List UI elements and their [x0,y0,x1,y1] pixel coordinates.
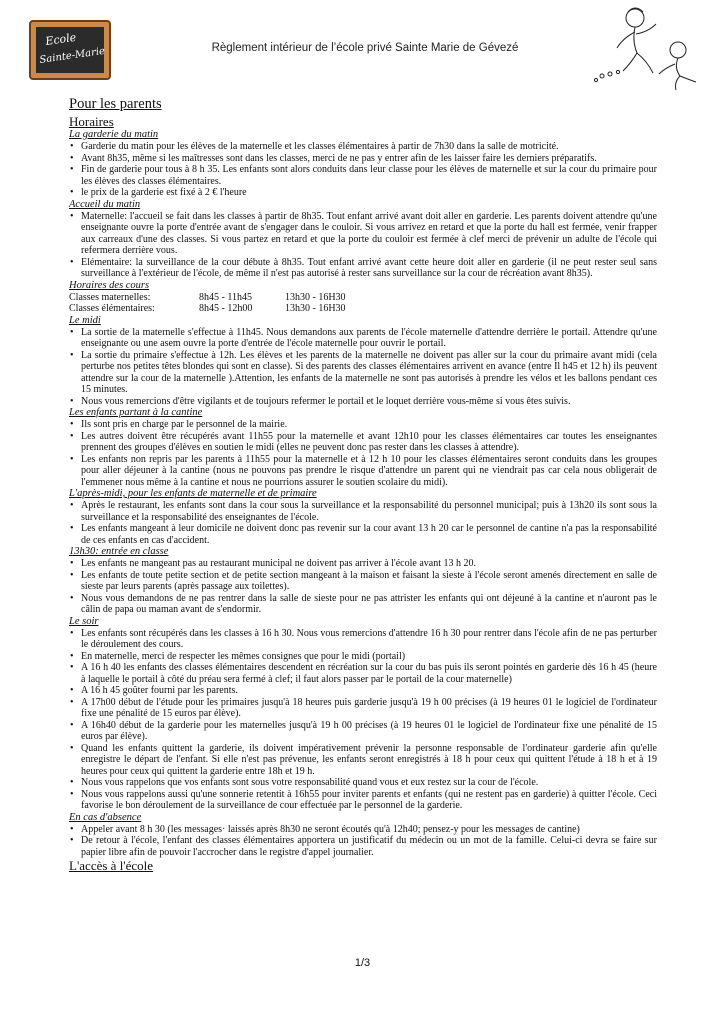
page-number: 1/3 [354,957,371,969]
logo-text-line1: Ecole [44,30,77,48]
accueil-matin-title: Accueil du matin [69,198,141,210]
apres-midi-list [69,500,657,546]
soir-title: Le soir [69,615,99,627]
list-item: • Les enfants non repris par les parents à 11h55 pour la maternelle et à 12 h 10 pour les classes élémentaires seront conduits dans les groupes pour aller déjeuner à la cantine (nous ne pouvons pas prendre le risque d'attendre un parent qui ne viendrait pas car cela nous obligerait de l'emmener nous même à la cantine et nous ne pourrions assurer le soutien scolaire du midi). [69,454,657,489]
horaires-cours-table [69,292,657,315]
horaires-label: Classes maternelles: [69,291,151,303]
list-item: • le prix de la garderie est fixé à 2 € l'heure [69,187,657,199]
list-item: • Maternelle: l'accueil se fait dans les classes à partir de 8h35. Tout enfant arrivé avant doit aller en garderie. Les parents doivent attendre qu'une enseignante ouvre la porte d'entrée avant de s'engager dans le couloir. Si vous arrivez en retard et que la porte du hall est fermée, venir frapper aux carreaux d'une des classes. Si vous partez en retard et que la porte du couloir est fermée à clef merci de prévenir un adulte de l'école qui refermera derrière vous. [69,211,657,257]
list-item: • Avant 8h35, même si les maîtresses sont dans les classes, merci de ne pas y entrer afin de les laisser faire les derniers préparatifs. [69,153,657,165]
list-item: • A 17h00 début de l'étude pour les primaires jusqu'à 18 heures puis garderie jusqu'à 19 h 00 précises (à 19 heures 01 le logiciel de l'ordinateur fixe une pénalité de 15 euros par élève). [69,697,657,720]
list-item: • Appeler avant 8 h 30 (les messages· laissés après 8h30 ne seront écoutés qu'à 12h40; pensez-y pour les messages de cantine) [69,824,657,836]
horaires-label: Classes élémentaires: [69,303,155,314]
horaires-cours-title: Horaires des cours [69,279,150,291]
horaires-aprem: 13h30 - 16H30 [285,291,346,303]
midi-list [69,327,657,408]
children-playing-illustration [590,2,700,92]
document-body [69,96,657,873]
list-item: • A 16 h 40 les enfants des classes élémentaires descendent en récréation sur la cour du bas puis ils seront pointés en garderie dès 16 h 45 (heure à laquelle le portail à côté du préau sera fermé à clef; il faut alors passer par le portail de la cour maternelle) [69,662,657,685]
horaires-aprem: 13h30 - 16H30 [285,303,346,314]
subsection-title-acces: L'accès à l'école [69,858,154,873]
soir-list [69,628,657,812]
school-logo [28,17,112,83]
entree-classe-title: 13h30: entrée en classe [69,546,169,557]
cantine-title: Les enfants partant à la cantine [69,407,203,418]
list-item: • Garderie du matin pour les élèves de la maternelle et les classes élémentaires à partir de 7h30 dans la salle de motricité. [69,141,657,153]
garderie-matin-title: La garderie du matin [69,129,159,140]
list-item: • En maternelle, merci de respecter les mêmes consignes que pour le midi (portail) [69,651,657,663]
garderie-matin-list [69,141,657,199]
entree-classe-list [69,558,657,616]
list-item: • Les enfants ne mangeant pas au restaurant municipal ne doivent pas arriver à l'école avant 13 h 20. [69,558,657,570]
list-item: • De retour à l'école, l'enfant des classes élémentaires apportera un justificatif du médecin ou un mot de la famille. Celui-ci devra se faire sur papier libre afin de pouvoir l'accrocher dans le registre d'appel journalier. [69,835,657,858]
list-item: • Ils sont pris en charge par le personnel de la mairie. [69,419,657,431]
accueil-matin-list [69,211,657,280]
apres-midi-title: L'après-midi, pour les enfants de maternelle et de primaire [69,488,317,499]
list-item: • A 16 h 45 goûter fourni par les parents. [69,685,657,697]
list-item: • Les enfants sont récupérés dans les classes à 16 h 30. Nous vous remercions d'attendre 16 h 30 pour rentrer dans l'école afin de ne pas perturber le déroulement des cours. [69,628,657,651]
list-item: • Nous vous rappelons que vos enfants sont sous votre responsabilité quand vous et eux restez sur la cour de l'école. [69,777,657,789]
list-item: • La sortie de la maternelle s'effectue à 11h45. Nous demandons aux parents de l'école maternelle d'attendre derrière le portail. Attendre qu'une enseignante ou une asem ouvre la porte d'entrée de l'école maternelle pour ouvrir le portail. [69,327,657,350]
absence-list [69,824,657,859]
cantine-list [69,419,657,488]
horaires-matin: 8h45 - 12h00 [199,303,253,314]
horaires-row [69,292,657,304]
list-item: • Nous vous remercions d'être vigilants et de toujours refermer le portail et le loquet derrière vous-même si vous êtes suivis. [69,396,657,408]
list-item: • Les enfants de toute petite section et de petite section mangeant à la maison et faisant la sieste à l'école seront amenés directement en salle de sieste par leurs parents (après passage aux toilettes). [69,570,657,593]
horaires-row [69,303,657,315]
horaires-matin: 8h45 - 11h45 [199,291,252,303]
absence-title: En cas d'absence [69,811,142,823]
page-header-title: Règlement intérieur de l’école privé Sainte Marie de Gévezé [211,42,519,54]
list-item: • Les enfants mangeant à leur domicile ne doivent donc pas revenir sur la cour avant 13 h 20 car le personnel de cantine n'a pas la responsabilité de ces enfants en cas d'accident. [69,523,657,546]
list-item: • Après le restaurant, les enfants sont dans la cour sous la surveillance et la responsabilité du personnel municipal; puis à 13h20 ils sont sous la surveillance et la responsabilité des enseignantes de l'école. [69,500,657,523]
section-title-parents: Pour les parents [69,96,162,112]
logo-text-line2: Sainte-Marie [38,45,106,66]
list-item: • Nous vous rappelons aussi qu'une sonnerie retentit à 16h55 pour inviter parents et enfants (qui ne restent pas en garderie) à quitter l'école. Ceci favorise le bon déroulement de la surveillance de cour effectuée par le personnel de la garderie. [69,789,657,812]
list-item: • Les autres doivent être récupérés avant 11h55 pour la maternelle et avant 12h10 pour les classes élémentaires car toutes les enseignantes prennent des groupes d'élèves en soutien le midi (elles ne peuvent donc pas rester dans les classes à attendre). [69,431,657,454]
midi-title: Le midi [69,314,101,326]
list-item: • Elémentaire: la surveillance de la cour débute à 8h35. Tout enfant arrivé avant cette heure doit aller en garderie (il ne peut rester seul sans surveillance à l'extérieur de l'école, de même il n'est pas autorisé à rester sans surveillance sur la cour de récréation avant 8h35). [69,257,657,280]
list-item: • La sortie du primaire s'effectue à 12h. Les élèves et les parents de la maternelle ne doivent pas aller sur la cour du primaire avant midi (cela perturbe nos petites têtes blondes qui sont en classe). Si des parents des classes élémentaires arrivent en avance (entre Il h45 et 12 h) ils peuvent attendre sur la cour de la maternelle ).Attention, les enfants de la maternelle ne sont pas autorisés à prendre les vélos et les ballons pendant ces 15 minutes. [69,350,657,396]
list-item: • A 16h40 début de la garderie pour les maternelles jusqu'à 19 h 00 précises (à 19 heures 01 le logiciel de l'ordinateur fixe une pénalité de 15 euros par élève). [69,720,657,743]
list-item: • Fin de garderie pour tous à 8 h 35. Les enfants sont alors conduits dans leur classe pour les élèves de maternelle et sur la cour du primaire pour les élèves des classes élémentaires. [69,164,657,187]
subsection-title-horaires: Horaires [69,114,114,129]
list-item: • Quand les enfants quittent la garderie, ils doivent impérativement prévenir la personne responsable de l'ordinateur garderie afin qu'elle enregistre le départ de l'enfant. Si elle n'est pas prévenue, les enfants seront enregistrés à 18 h pour ceux qui quittent l'étude à 18 h et à 19 heures pour ceux qui quittent la garderie entre 18h et 19 h. [69,743,657,778]
list-item: • Nous vous demandons de ne pas rentrer dans la salle de sieste pour ne pas attrister les enfants qui ont déjeuné à la cantine et n'auront pas le câlin de papa ou maman avant de s'endormir. [69,593,657,616]
